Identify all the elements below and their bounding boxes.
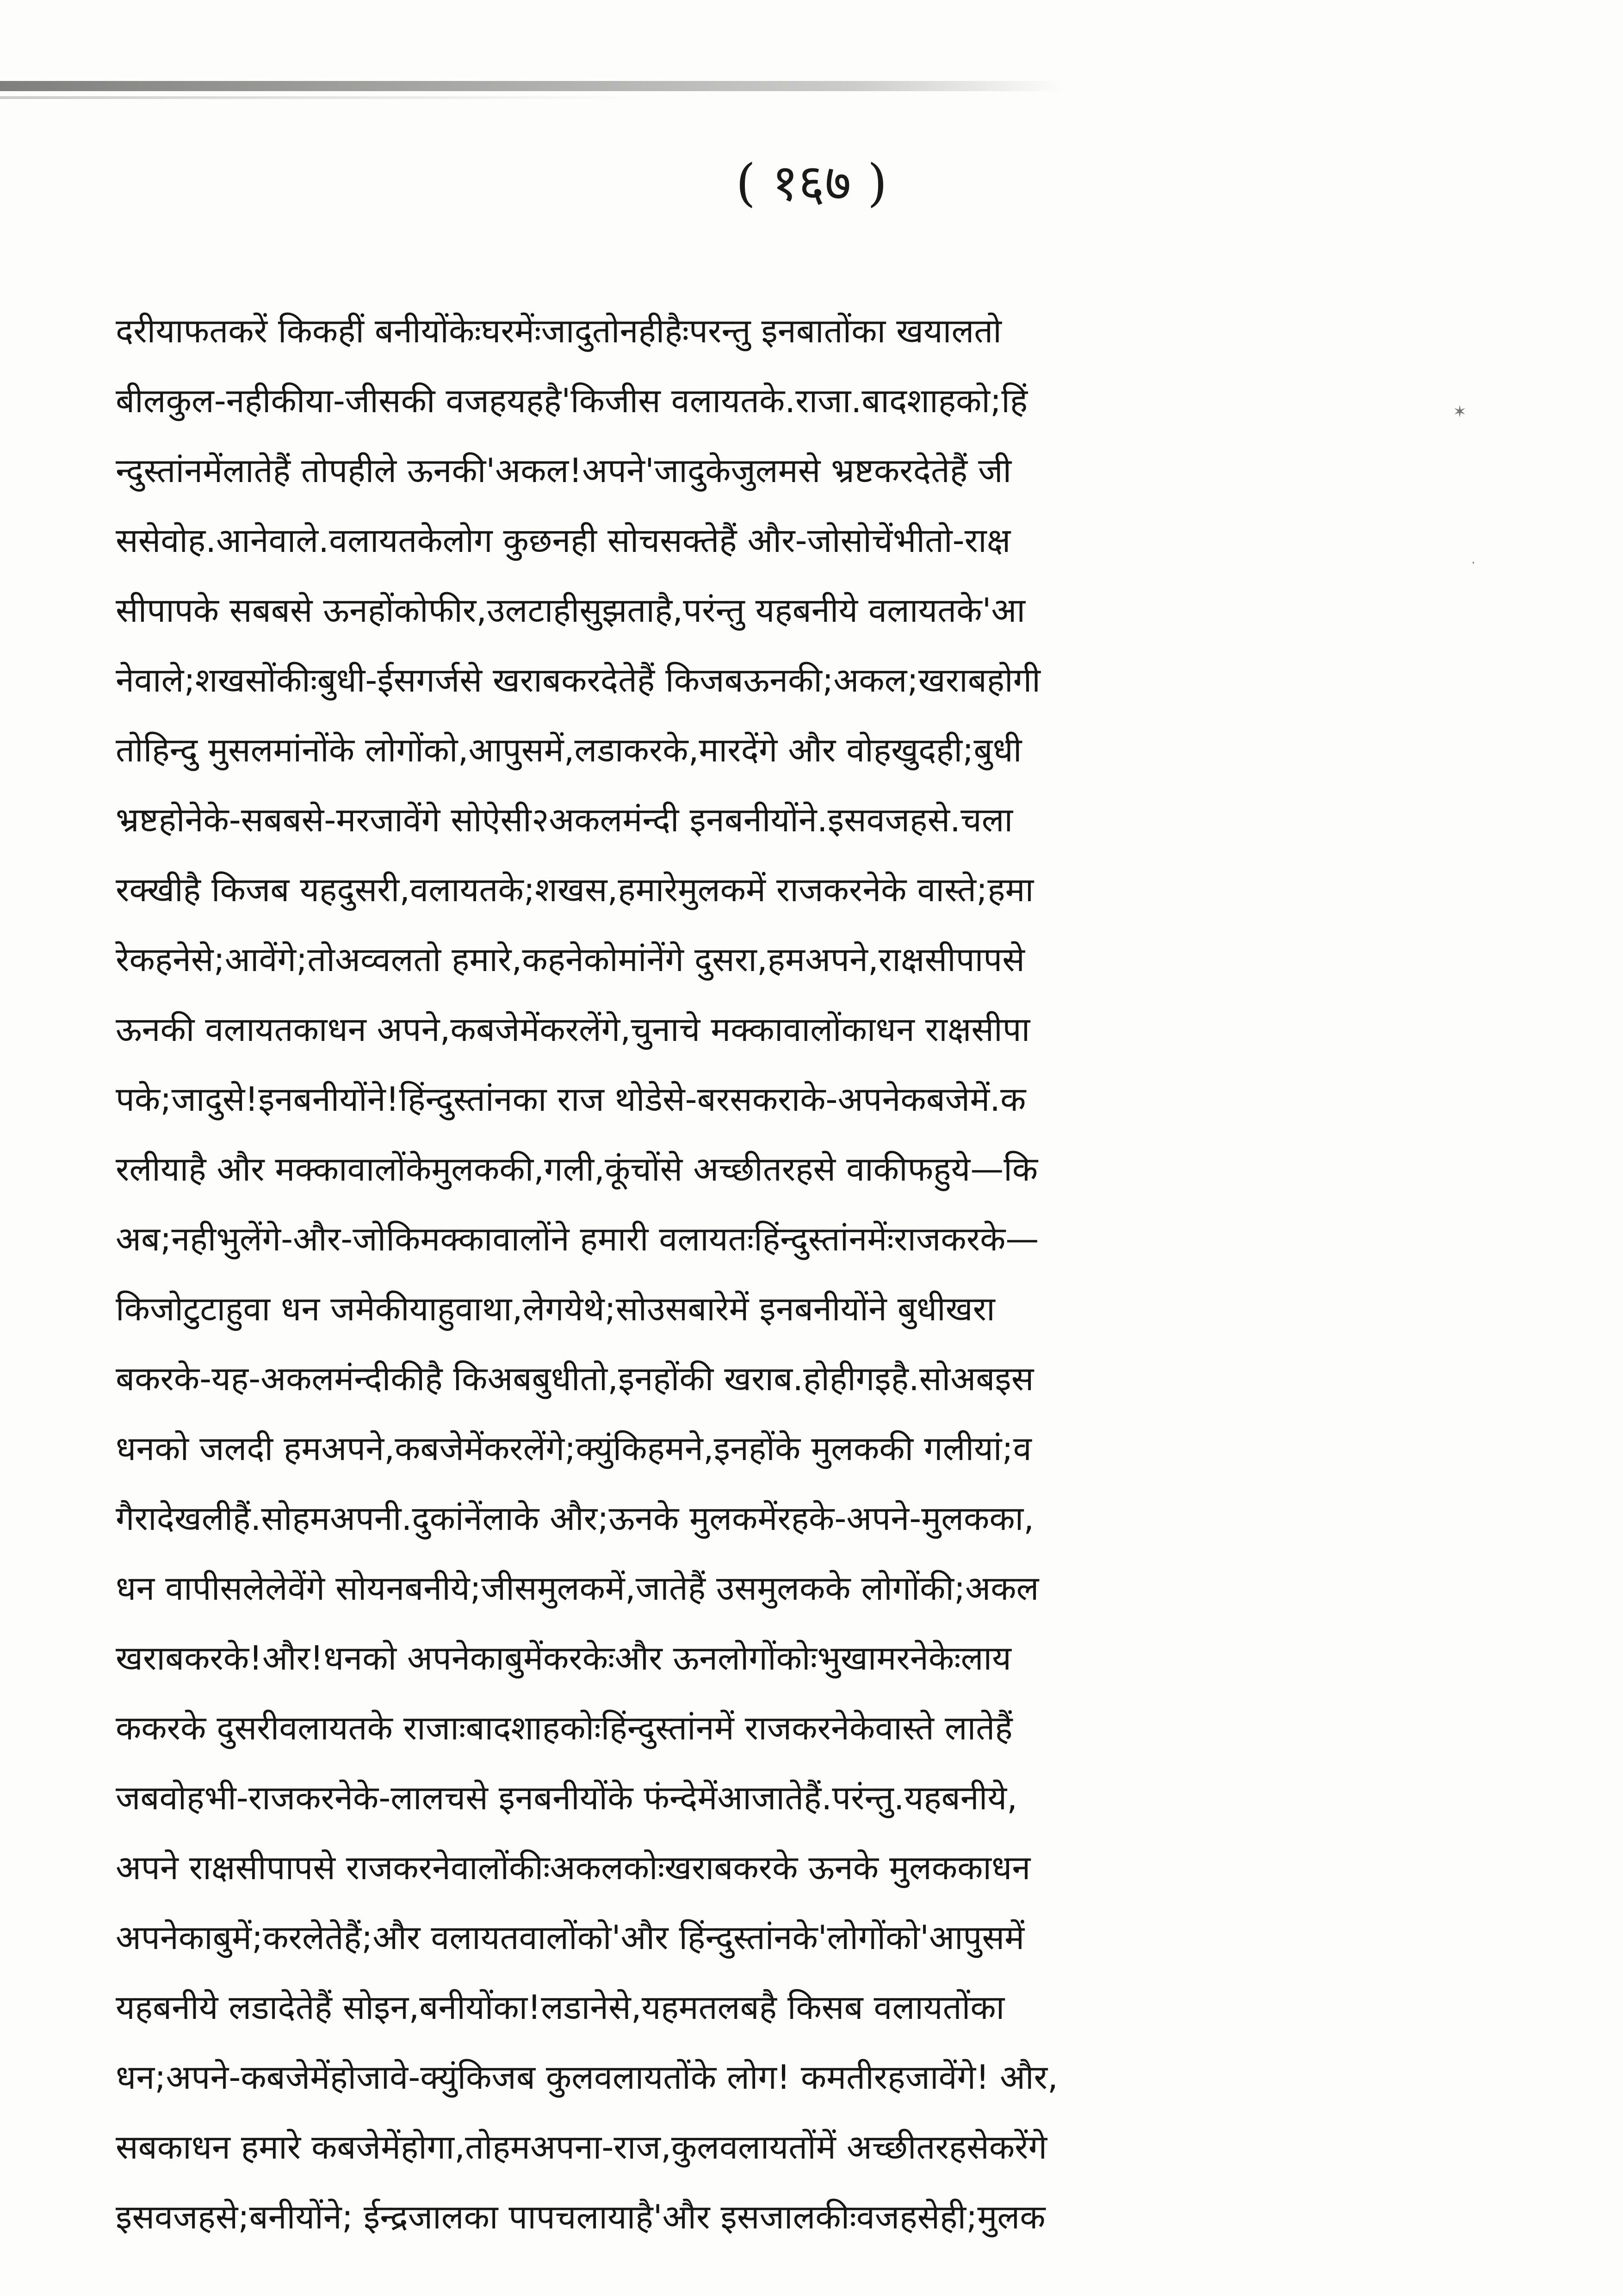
text-line: रक्खीहै किजब यहदुसरी,वलायतके;शखस,हमारेमुलकमें राजकरनेके वास्ते;हमा (116, 870, 1034, 909)
text-line: ककरके दुसरीवलायतके राजाःबादशाहकोःहिंन्दुस्तांनमें राजकरनेकेवास्ते लातेहैं (116, 1708, 1013, 1747)
text-line: किजोटुटाहुवा धन जमेकीयाहुवाथा,लेगयेथे;सोउसबारेमें इनबनीयोंने बुधीखरा (116, 1289, 995, 1328)
scan-speck: · (1471, 555, 1475, 570)
text-line: ऊनकी वलायतकाधन अपने,कबजेमेंकरलेंगे,चुनाचे मक्कावालोंकाधन राक्षसीपा (116, 1010, 1030, 1049)
text-line: रेकहनेसे;आवेंगे;तोअव्वलतो हमारे,कहनेकोमांनेंगे दुसरा,हमअपने,राक्षसीपापसे (116, 940, 1025, 979)
body-text (116, 296, 1485, 2252)
text-line: बकरके-यह-अकलमंन्दीकीहै किअबबुधीतो,इनहोंकी खराब.होहीगइहै.सोअबइस (116, 1359, 1034, 1398)
text-line: पके;जादुसे!इनबनीयोंने!हिंन्दुस्तांनका राज थोडेसे-बरसकराके-अपनेकबजेमें.क (116, 1080, 1026, 1119)
text-line: धनको जलदी हमअपने,कबजेमेंकरलेंगे;क्युंकिहमने,इनहोंके मुलककी गलीयां;व (116, 1429, 1032, 1468)
text-line: दरीयाफतकरें किकहीं बनीयोंकेःघरमेंःजादुतोनहीहैःपरन्तु इनबातोंका खयालतो (116, 311, 1002, 350)
text-line: यहबनीये लडादेतेहैं सोइन,बनीयोंका!लडानेसे,यहमतलबहै किसब वलायतोंका (116, 1988, 1005, 2027)
text-line: अब;नहीभुलेंगे-और-जोकिमक्कावालोंने हमारी वलायतःहिंन्दुस्तांनमेंःराजकरके— (116, 1219, 1039, 1258)
text-line: रलीयाहै और मक्कावालोंकेमुलककी,गली,कूंचोंसे अच्छीतरहसे वाकीफहुये—कि (116, 1150, 1038, 1188)
scan-edge-rule (0, 81, 1064, 91)
text-line: भ्रष्टहोनेके-सबबसे-मरजावेंगे सोऐसी२अकलमंन्दी इनबनीयोंने.इसवजहसे.चला (116, 800, 1013, 839)
scan-edge-rule-secondary (0, 96, 648, 99)
text-line: न्दुस्तांनमेंलातेहैं तोपहीले ऊनकी'अकल!अपने'जादुकेजुलमसे भ्रष्टकरदेतेहैं जी (116, 451, 1012, 490)
text-line: गैरादेखलीहैं.सोहमअपनी.दुकांनेंलाके और;ऊनके मुलकमेंरहके-अपने-मुलकका, (116, 1499, 1035, 1538)
text-line: ससेवोह.आनेवाले.वलायतकेलोग कुछनही सोचसक्तेहैं और-जोसोचेंभीतो-राक्ष (116, 521, 1011, 560)
text-line: बीलकुल-नहीकीया-जीसकी वजहयहहै'किजीस वलायतके.राजा.बादशाहको;हिं (116, 381, 1028, 420)
text-line: खराबकरके!और!धनको अपनेकाबुमेंकरकेःऔर ऊनलोगोंकोःभुखामरनेकेःलाय (116, 1639, 1011, 1677)
text-line: अपने राक्षसीपापसे राजकरनेवालोंकीःअकलकोःखराबकरके ऊनके मुलककाधन (116, 1848, 1031, 1887)
text-line: जबवोहभी-राजकरनेके-लालचसे इनबनीयोंके फंन्देमेंआजातेहैं.परंन्तु.यहबनीये, (116, 1778, 1018, 1817)
text-line: सबकाधन हमारे कबजेमेंहोगा,तोहमअपना-राज,कुलवलायतोंमें अच्छीतरहसेकरेंगे (116, 2128, 1047, 2166)
text-line: इसवजहसे;बनीयोंने; ईन्द्रजालका पापचलायाहै'और इसजालकीःवजहसेही;मुलक (116, 2197, 1046, 2236)
text-line: सीपापके सबबसे ऊनहोंकोफीर,उलटाहीसुझताहै,परंन्तु यहबनीये वलायतके'आ (116, 591, 1025, 630)
text-line: अपनेकाबुमें;करलेतेहैं;और वलायतवालोंको'और हिंन्दुस्तांनके'लोगोंको'आपुसमें (116, 1918, 1025, 1957)
text-line: नेवाले;शखसोंकीःबुधी-ईसगर्जसे खराबकरदेतेहैं किजबऊनकी;अकल;खराबहोगी (116, 661, 1041, 699)
page-number: ( १६७ ) (736, 153, 887, 212)
text-line: धन;अपने-कबजेमेंहोजावे-क्युंकिजब कुलवलायतोंके लोग! कमतीरहजावेंगे! और, (116, 2058, 1058, 2097)
text-line: धन वापीसलेलेवेंगे सोयनबनीये;जीसमुलकमें,जातेहैं उसमुलकके लोगोंकी;अकल (116, 1569, 1039, 1608)
text-line: तोहिन्दु मुसलमांनोंके लोगोंको,आपुसमें,लडाकरके,मारदेंगे और वोहखुदही;बुधी (116, 730, 1022, 769)
scan-speck: ✶ (1453, 402, 1467, 421)
